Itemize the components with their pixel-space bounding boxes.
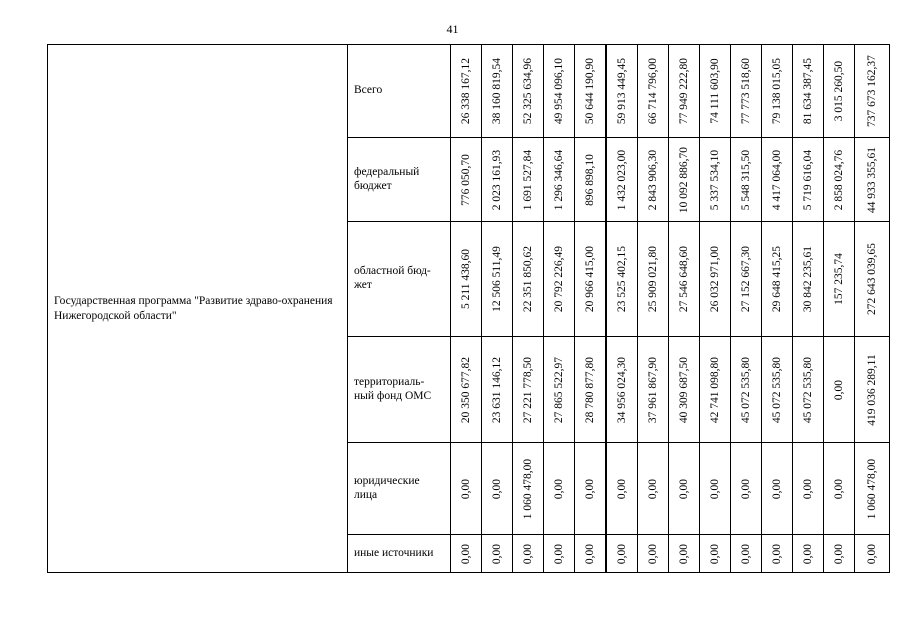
value-cell: 10 092 886,70: [678, 146, 690, 213]
value-cell: 30 842 235,61: [802, 245, 814, 313]
value-cell: 1 296 346,64: [553, 149, 565, 210]
value-cell: 34 956 024,30: [616, 356, 628, 423]
value-cell: 42 741 098,80: [709, 356, 721, 423]
value-cell: 38 160 819,54: [491, 57, 503, 125]
value-cell: 1 060 478,00: [522, 458, 534, 519]
value-cell: 0,00: [584, 478, 596, 499]
value-cell: 0,00: [678, 478, 690, 499]
value-cell: 0,00: [802, 543, 814, 564]
value-cell: 5 337 534,10: [709, 149, 721, 210]
value-cell: 0,00: [584, 543, 596, 564]
value-cell: 0,00: [491, 478, 503, 499]
source-label: иные источники: [348, 535, 451, 573]
value-cell: 0,00: [553, 478, 565, 499]
value-cell: 2 023 161,93: [491, 149, 503, 210]
value-cell: 45 072 535,80: [802, 356, 814, 423]
value-cell: 59 913 449,45: [616, 57, 628, 125]
total-cell: 0,00: [866, 543, 878, 564]
value-cell: 0,00: [460, 478, 472, 499]
value-cell: 0,00: [553, 543, 565, 564]
value-cell: 26 032 971,00: [709, 245, 721, 313]
value-cell: 27 152 667,30: [740, 245, 752, 313]
value-cell: 22 351 850,62: [522, 245, 534, 313]
value-cell: 25 909 021,80: [647, 245, 659, 313]
total-cell: 737 673 162,37: [866, 55, 878, 127]
value-cell: 20 966 415,00: [584, 245, 596, 313]
value-cell: 0,00: [460, 543, 472, 564]
value-cell: 29 648 415,25: [771, 245, 783, 313]
total-cell: 419 036 289,11: [866, 353, 878, 426]
value-cell: 4 417 064,00: [771, 149, 783, 210]
value-cell: 23 525 402,15: [616, 245, 628, 313]
value-cell: 81 634 387,45: [802, 57, 814, 125]
value-cell: 27 221 778,50: [522, 356, 534, 423]
value-cell: 66 714 796,00: [647, 57, 659, 125]
value-cell: 2 858 024,76: [833, 149, 845, 210]
value-cell: 27 546 648,60: [678, 245, 690, 313]
value-cell: 28 780 877,80: [584, 356, 596, 423]
value-cell: 0,00: [833, 379, 845, 400]
total-cell: 44 933 355,61: [866, 146, 878, 213]
value-cell: 3 015 260,50: [833, 60, 845, 122]
value-cell: 0,00: [740, 478, 752, 499]
value-cell: 37 961 867,90: [647, 356, 659, 423]
value-cell: 0,00: [771, 478, 783, 499]
value-cell: 1 432 023,00: [616, 149, 628, 210]
value-cell: 0,00: [647, 543, 659, 564]
value-cell: 0,00: [833, 543, 845, 564]
value-cell: 0,00: [616, 478, 628, 499]
table-row: [48, 45, 890, 138]
value-cell: 49 954 096,10: [553, 57, 565, 125]
value-cell: 0,00: [740, 543, 752, 564]
source-label: Всего: [348, 45, 451, 138]
value-cell: 2 843 906,30: [647, 149, 659, 210]
value-cell: 0,00: [491, 543, 503, 564]
value-cell: 50 644 190,90: [584, 57, 596, 125]
value-cell: 0,00: [678, 543, 690, 564]
value-cell: 776 050,70: [460, 153, 472, 206]
page-number: 41: [446, 22, 459, 36]
budget-table: [47, 44, 890, 573]
value-cell: 0,00: [802, 478, 814, 499]
value-cell: 79 138 015,05: [771, 57, 783, 125]
value-cell: 0,00: [771, 543, 783, 564]
value-cell: 52 325 634,96: [522, 57, 534, 125]
source-label: территориаль-ный фонд ОМС: [348, 337, 451, 443]
value-cell: 0,00: [709, 543, 721, 564]
value-cell: 45 072 535,80: [740, 356, 752, 423]
value-cell: 45 072 535,80: [771, 356, 783, 423]
value-cell: 0,00: [709, 478, 721, 499]
value-cell: 40 309 687,50: [678, 356, 690, 423]
value-cell: 20 792 226,49: [553, 245, 565, 313]
value-cell: 74 111 603,90: [709, 58, 721, 124]
source-label: юридические лица: [348, 443, 451, 535]
value-cell: 26 338 167,12: [460, 57, 472, 125]
value-cell: 12 506 511,49: [491, 246, 503, 312]
value-cell: 77 773 518,60: [740, 57, 752, 125]
value-cell: 1 691 527,84: [522, 149, 534, 210]
value-cell: 77 949 222,80: [678, 57, 690, 125]
program-name-cell: Государственная программа "Развитие здраво-охранения Нижегородской области": [48, 45, 348, 573]
value-cell: 20 350 677,82: [460, 356, 472, 423]
value-cell: 5 719 616,04: [802, 149, 814, 210]
value-cell: 157 235,74: [833, 253, 845, 305]
value-cell: 0,00: [522, 543, 534, 564]
value-cell: 27 865 522,97: [553, 356, 565, 423]
value-cell: 5 548 315,50: [740, 149, 752, 210]
value-cell: 0,00: [616, 543, 628, 564]
value-cell: 0,00: [833, 478, 845, 499]
value-cell: 23 631 146,12: [491, 356, 503, 423]
source-label: федеральный бюджет: [348, 138, 451, 222]
value-cell: 0,00: [647, 478, 659, 499]
value-cell: 896 898,10: [584, 153, 596, 206]
source-label: областной бюд-жет: [348, 222, 451, 337]
total-cell: 272 643 039,65: [866, 243, 878, 315]
total-cell: 1 060 478,00: [866, 458, 878, 519]
value-cell: 5 211 438,60: [460, 249, 472, 309]
